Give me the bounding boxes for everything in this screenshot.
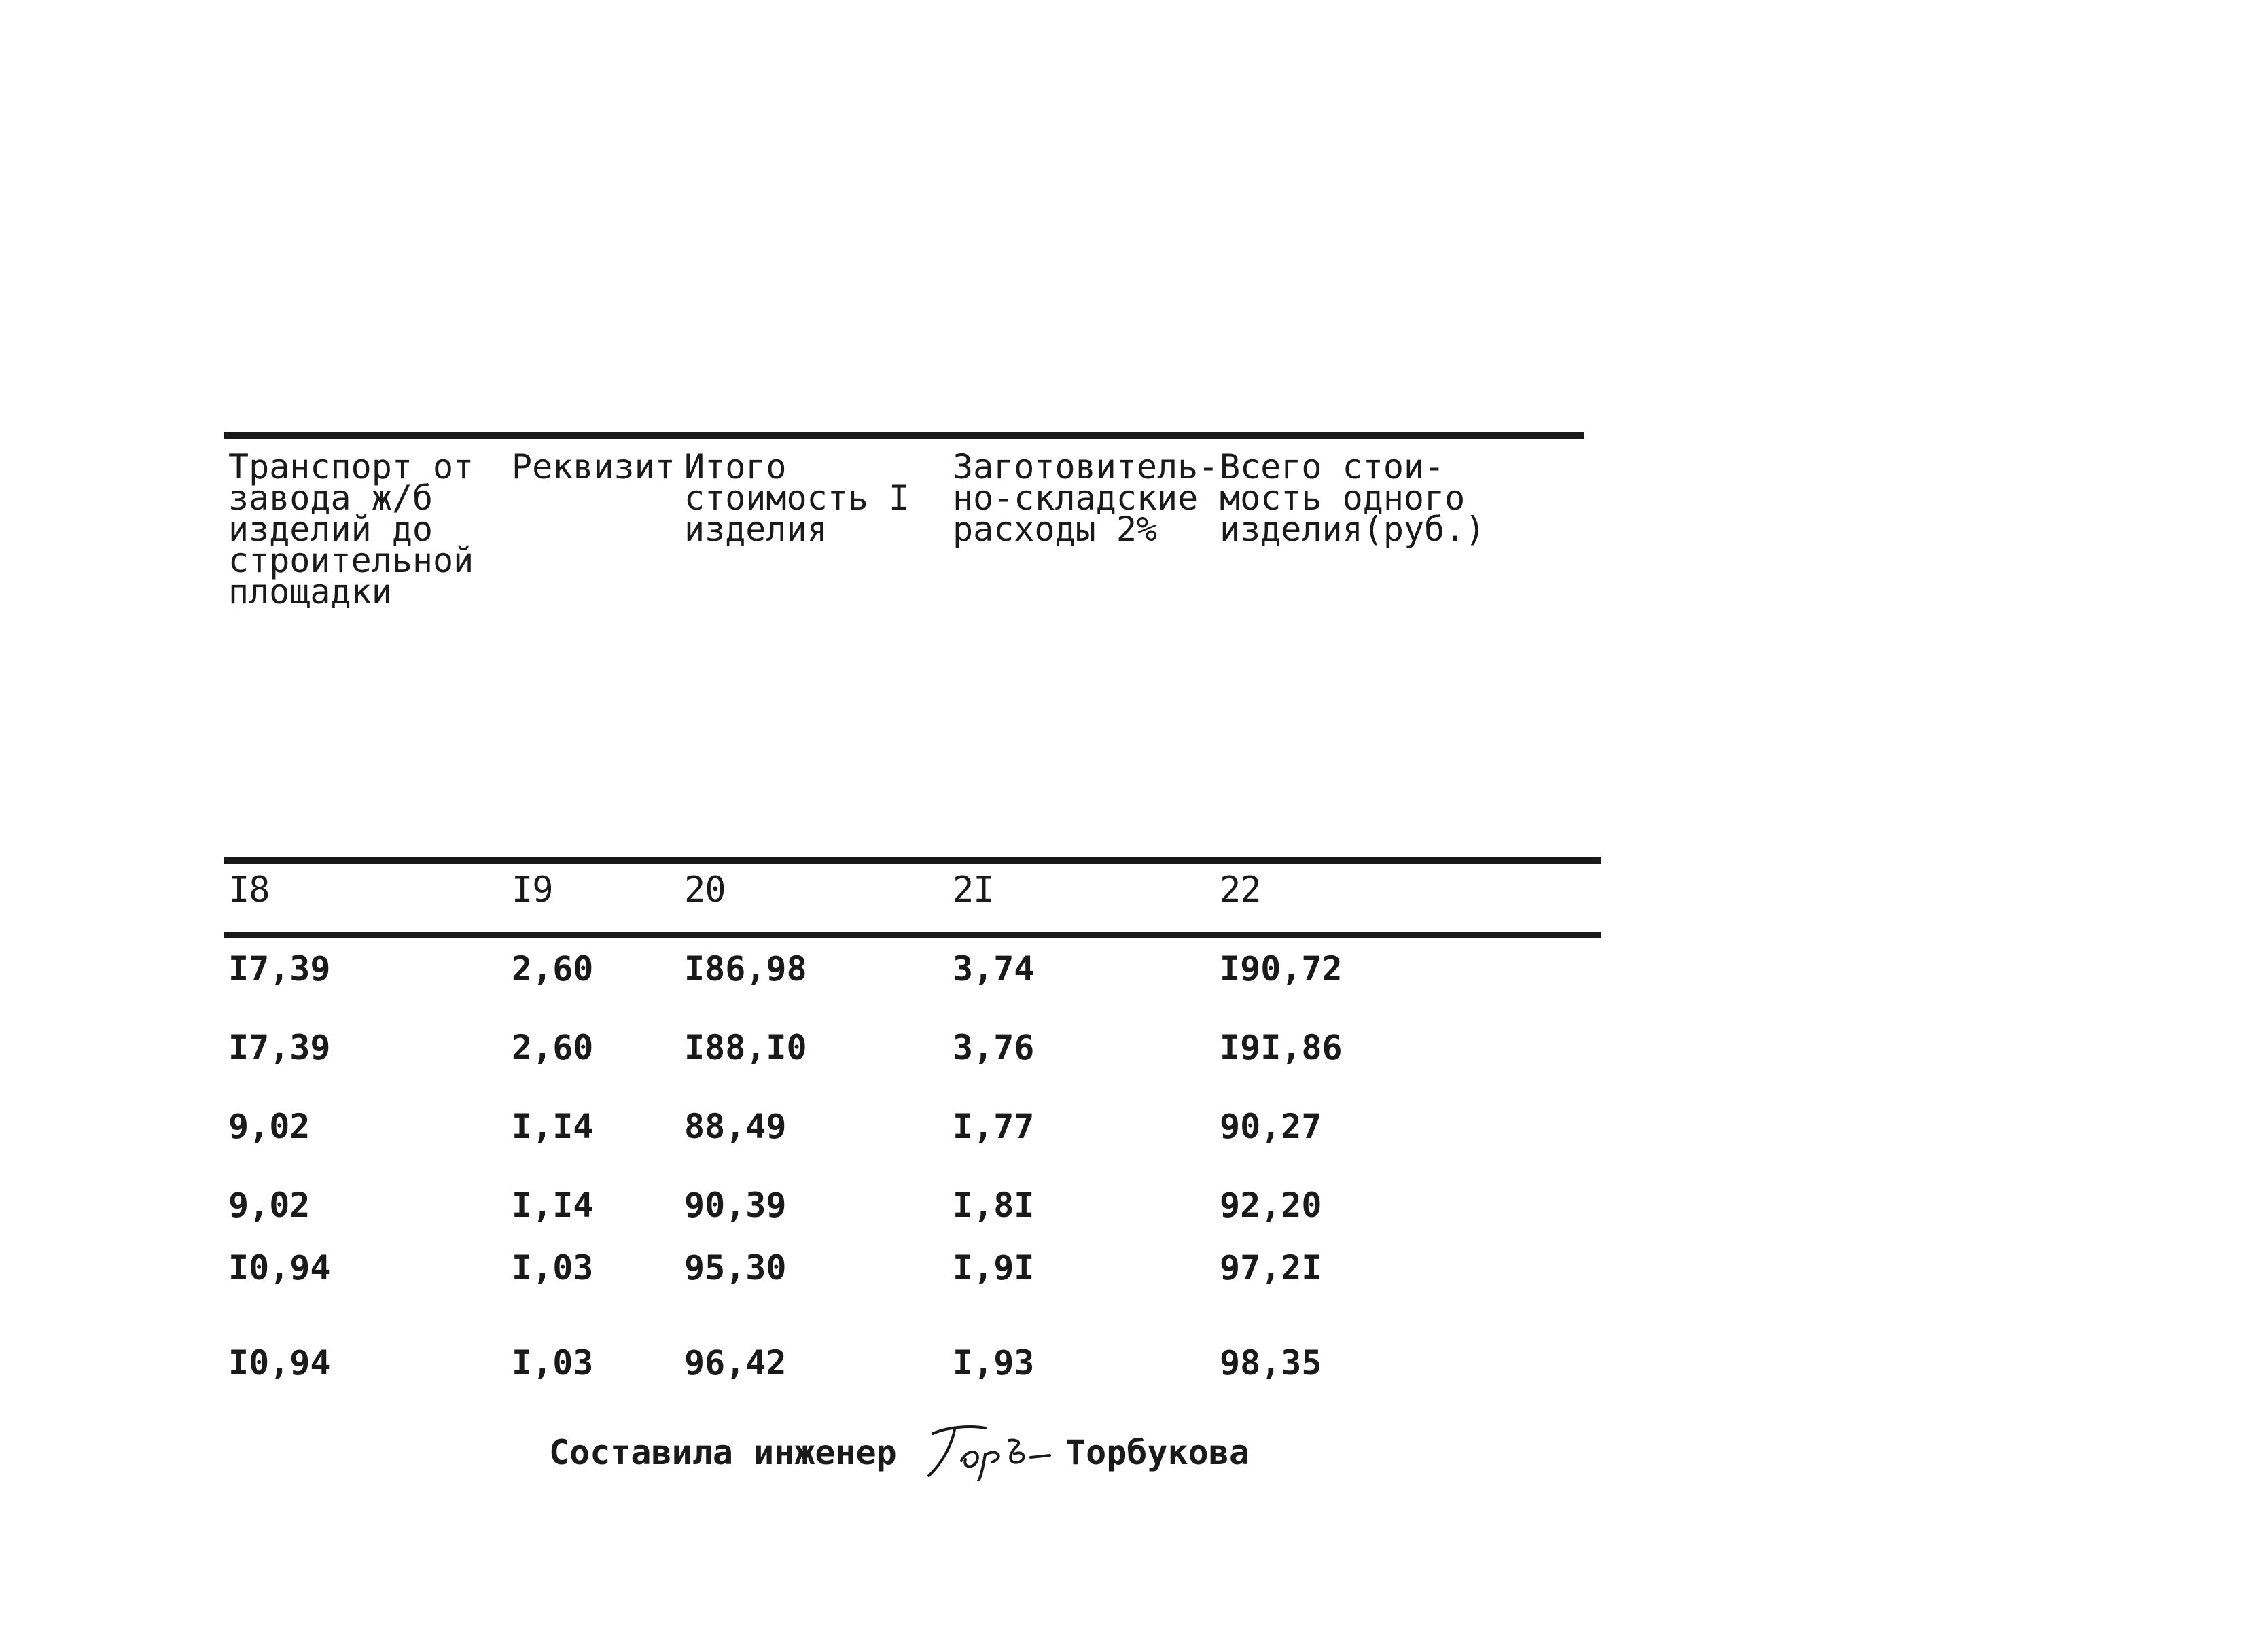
table-cell: I,I4 xyxy=(512,1186,594,1225)
table-cell: 2,60 xyxy=(512,949,594,989)
table-cell: I,77 xyxy=(953,1107,1035,1146)
table-cell: I,9I xyxy=(953,1248,1035,1287)
table-cell: 95,30 xyxy=(684,1248,787,1287)
engineer-name: Торбукова xyxy=(1065,1433,1250,1472)
column-number: I8 xyxy=(228,870,270,910)
table-cell: 97,2I xyxy=(1220,1248,1322,1287)
table-cell: 96,42 xyxy=(684,1343,787,1383)
header-transport: Транспорт от завода ж/б изделий до строительной площадки xyxy=(228,447,474,611)
header-requisite: Реквизит xyxy=(512,447,675,486)
table-cell: 90,27 xyxy=(1220,1107,1322,1146)
table-cell: 98,35 xyxy=(1220,1343,1322,1383)
header-bottom-rule xyxy=(224,857,1601,864)
header-grand-total: Всего стои- мость одного изделия(руб.) xyxy=(1220,447,1486,549)
table-top-rule xyxy=(224,432,1584,439)
table-cell: I0,94 xyxy=(228,1343,331,1383)
table-cell: I86,98 xyxy=(684,949,807,989)
table-cell: 3,74 xyxy=(953,949,1035,989)
table-cell: I,I4 xyxy=(512,1107,594,1146)
table-cell: I88,I0 xyxy=(684,1028,807,1067)
column-number: 20 xyxy=(684,870,726,910)
table-cell: I0,94 xyxy=(228,1248,331,1287)
table-cell: I7,39 xyxy=(228,1028,331,1067)
table-cell: 90,39 xyxy=(684,1186,787,1225)
column-number: 22 xyxy=(1220,870,1261,910)
table-cell: I7,39 xyxy=(228,949,331,989)
table-cell: 3,76 xyxy=(953,1028,1035,1067)
table-cell: 9,02 xyxy=(228,1186,311,1225)
table-cell: I,93 xyxy=(953,1343,1035,1383)
header-total-cost: Итого стоимость I изделия xyxy=(684,447,910,549)
table-cell: 2,60 xyxy=(512,1028,594,1067)
header-procurement-expenses: Заготовитель- но-складские расходы 2% xyxy=(953,447,1219,549)
compiled-by-label: Составила инженер xyxy=(549,1433,897,1472)
column-number: I9 xyxy=(512,870,553,910)
column-number-rule xyxy=(224,932,1601,938)
handwritten-signature xyxy=(921,1420,1057,1481)
table-cell: I,8I xyxy=(953,1186,1035,1225)
table-cell: 92,20 xyxy=(1220,1186,1322,1225)
table-cell: I,03 xyxy=(512,1343,594,1383)
table-cell: I9I,86 xyxy=(1220,1028,1343,1067)
table-cell: I,03 xyxy=(512,1248,594,1287)
table-cell: 9,02 xyxy=(228,1107,311,1146)
table-cell: I90,72 xyxy=(1220,949,1343,989)
column-number: 2I xyxy=(953,870,994,910)
table-cell: 88,49 xyxy=(684,1107,787,1146)
